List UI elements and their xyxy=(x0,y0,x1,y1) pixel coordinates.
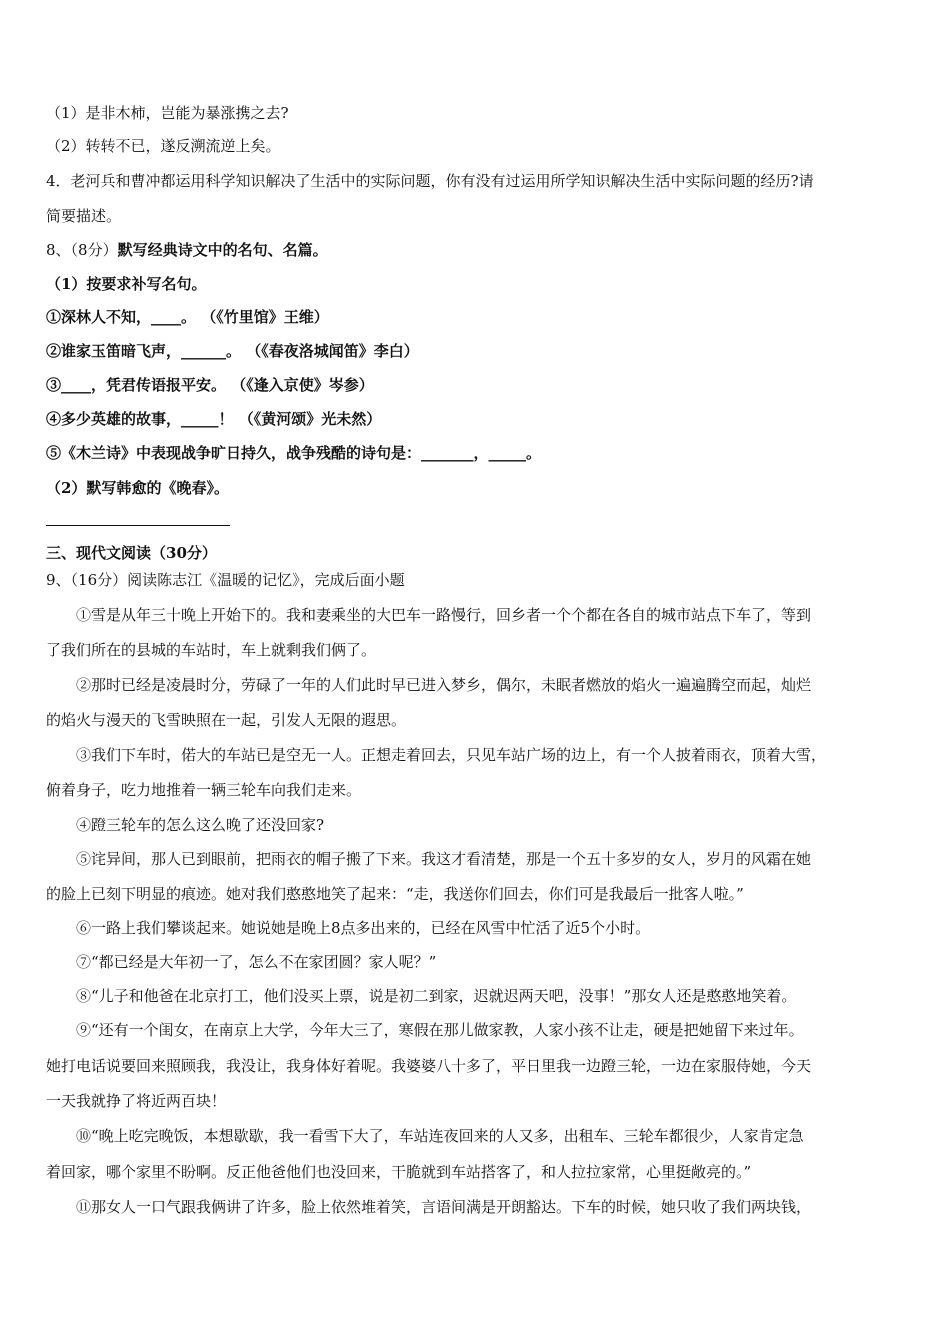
q8-sentence-4: ④多少英雄的故事，_____！ （《黄河颂》光未然） xyxy=(46,410,382,428)
passage-p6: ⑥一路上我们攀谈起来。她说她是晚上8点多出来的，已经在风雪中忙活了近5个小时。 xyxy=(76,919,651,937)
q8-title: 默写经典诗文中的名句、名篇。 xyxy=(117,241,328,259)
q4-line-2: 简要描述。 xyxy=(46,207,122,225)
section-3-title: 三、现代文阅读（30分） xyxy=(46,544,217,562)
q8-sentence-1: ①深林人不知，____。 （《竹里馆》王维） xyxy=(46,308,329,326)
passage-p10: ⑩“晚上吃完晚饭，本想歇歇，我一看雪下大了，车站连夜回来的人又多，出租车、三轮车都很少，人家肯定急 xyxy=(76,1127,804,1145)
passage-p11: ⑪那女人一口气跟我俩讲了许多，脸上依然堆着笑，言语间满是开朗豁达。下车的时候，她只收了我们两块钱， xyxy=(76,1198,812,1216)
q-prev-item-2: （2）转转不已，遂反溯流逆上矣。 xyxy=(46,137,281,155)
q8-part-1: （1）按要求补写名句。 xyxy=(46,275,207,293)
q8-part-2: （2）默写韩愈的《晚春》。 xyxy=(46,479,229,497)
passage-p3-cont: 俯着身子，吃力地推着一辆三轮车向我们走来。 xyxy=(46,781,362,799)
passage-p1-cont: 了我们所在的县城的车站时，车上就剩我们俩了。 xyxy=(46,641,377,659)
passage-p2-cont: 的焰火与漫天的飞雪映照在一起，引发人无限的遐思。 xyxy=(46,711,407,729)
q8-sentence-2: ②谁家玉笛暗飞声，______。 （《春夜洛城闻笛》李白） xyxy=(46,342,419,360)
passage-p9-cont-2: 一天我就挣了将近两百块！ xyxy=(46,1092,227,1110)
q-prev-item-1: （1）是非木柿，岂能为暴涨携之去? xyxy=(46,104,289,122)
q8-sentence-5: ⑤《木兰诗》中表现战争旷日持久，战争残酷的诗句是：_______，_____。 xyxy=(46,444,542,462)
passage-p9-cont-1: 她打电话说要回来照顾我，我没让，我身体好着呢。我婆婆八十多了，平日里我一边蹬三轮，一边在家服侍她，今天 xyxy=(46,1057,812,1075)
passage-p5: ⑤诧异间，那人已到眼前，把雨衣的帽子搬了下来。我这才看清楚，那是一个五十多岁的女人，岁月的风霜在她 xyxy=(76,850,812,868)
answer-blank-line xyxy=(46,525,230,526)
q8-number: 8、（8分） xyxy=(46,241,118,259)
passage-p4: ④蹬三轮车的怎么这么晚了还没回家? xyxy=(76,816,325,834)
passage-p8: ⑧“儿子和他爸在北京打工，他们没买上票，说是初二到家，迟就迟两天吧，没事！”那女人还是憨憨地笑着。 xyxy=(76,987,797,1005)
passage-p7: ⑦“都已经是大年初一了，怎么不在家团圆？家人呢？” xyxy=(76,953,437,971)
passage-p3: ③我们下车时，偌大的车站已是空无一人。正想走着回去，只见车站广场的边上，有一个人披着雨衣，顶着大雪， xyxy=(76,746,827,764)
q9-header: 9、（16分）阅读陈志江《温暖的记忆》，完成后面小题 xyxy=(46,571,405,589)
q8-header xyxy=(46,240,328,260)
passage-p5-cont: 的脸上已刻下明显的痕迹。她对我们憨憨地笑了起来：“走，我送你们回去，你们可是我最后一批客人啦。” xyxy=(46,885,744,903)
q4-line-1: 4．老河兵和曹冲都运用科学知识解决了生活中的实际问题，你有没有过运用所学知识解决生活中实际问题的经历?请 xyxy=(46,172,814,190)
q8-sentence-3: ③____，凭君传语报平安。 （《逢入京使》岑参） xyxy=(46,376,374,394)
passage-p9: ⑨“还有一个闺女，在南京上大学，今年大三了，寒假在那儿做家教，人家小孩不让走，硬是把她留下来过年。 xyxy=(76,1021,804,1039)
passage-p2: ②那时已经是凌晨时分，劳碌了一年的人们此时早已进入梦乡，偶尔，未眠者燃放的焰火一遍遍腾空而起，灿烂 xyxy=(76,676,812,694)
passage-p1: ①雪是从年三十晚上开始下的。我和妻乘坐的大巴车一路慢行，回乡者一个个都在各自的城市站点下车了，等到 xyxy=(76,606,812,624)
passage-p10-cont: 着回家，哪个家里不盼啊。反正他爸他们也没回来，干脆就到车站搭客了，和人拉拉家常，心里挺敞亮的。” xyxy=(46,1163,752,1181)
